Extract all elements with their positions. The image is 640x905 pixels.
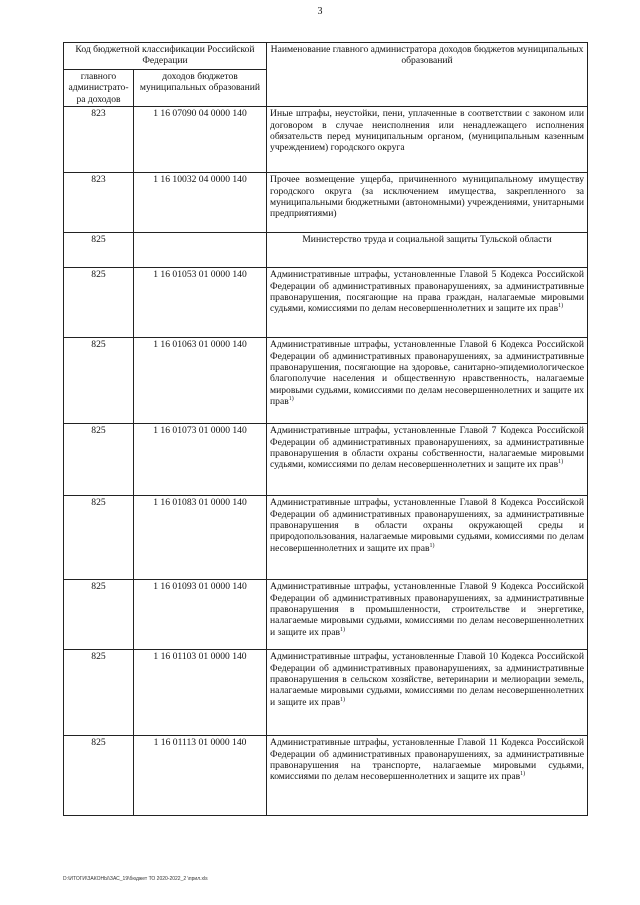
description-cell — [267, 496, 588, 580]
description-text: Министерство труда и социальной защиты Тульской области — [302, 234, 552, 246]
description-text: Административные штрафы, установленные Главой 9 Кодекса Российской Федерации об административных правонарушениях, за административные правонарушения в промышленности, строительстве и энергетике, налагаемые мировыми судьями, комиссиями по делам несовершеннолетних и защите их прав — [270, 581, 584, 638]
table-row — [64, 736, 588, 816]
income-code-cell — [134, 233, 267, 268]
admin-code-cell: 825 — [64, 338, 134, 424]
admin-code-cell: 825 — [64, 424, 134, 496]
description-cell — [267, 268, 588, 338]
description-cell — [267, 338, 588, 424]
admin-code-cell: 825 — [64, 268, 134, 338]
description-text: Иные штрафы, неустойки, пени, уплаченные в соответствии с законом или договором в случае неисполнения или ненадлежащего исполнения обязательств перед муниципальным органом, (муниципальным казенным учреждением) городского округа — [270, 108, 584, 154]
table-row — [64, 268, 588, 338]
admin-code-cell: 823 — [64, 173, 134, 233]
footnote-marker: 1) — [340, 626, 346, 633]
income-code-cell: 1 16 01103 01 0000 140 — [134, 650, 267, 736]
admin-code-cell: 825 — [64, 233, 134, 268]
description-text: Административные штрафы, установленные Главой 6 Кодекса Российской Федерации об административных правонарушениях, за административные правонарушения, посягающие на здоровье, санитарно-эпидемиологическое благополучие населения и общественную нравственность, налагаемые мировыми судьями, комиссиями по делам несовершеннолетних и защите их прав — [270, 339, 584, 408]
description-cell — [267, 650, 588, 736]
table-row — [64, 424, 588, 496]
income-code-cell: 1 16 01093 01 0000 140 — [134, 580, 267, 650]
description-cell — [267, 173, 588, 233]
table-row — [64, 107, 588, 173]
footnote-marker: 1) — [429, 542, 435, 549]
description-cell — [267, 233, 588, 268]
description-cell — [267, 424, 588, 496]
file-path-footer: D:\ИТОГИ\ЗАКОНЫ\ЗАС_19\бюджет ТО 2020-2022_2 \прил.xls — [63, 876, 208, 882]
admin-code-header: главного администрато-ра доходов — [64, 70, 134, 107]
income-code-cell: 1 16 01063 01 0000 140 — [134, 338, 267, 424]
income-code-cell: 1 16 01053 01 0000 140 — [134, 268, 267, 338]
description-text: Административные штрафы, установленные Главой 8 Кодекса Российской Федерации об административных правонарушениях, за административные правонарушения в области охраны окружающей среды и природопользования, налагаемые мировыми судьями, комиссиями по делам несовершеннолетних и защите их прав — [270, 497, 584, 554]
income-code-header: доходов бюджетов муниципальных образований — [134, 70, 267, 107]
admin-code-cell: 825 — [64, 650, 134, 736]
income-code-cell: 1 16 01073 01 0000 140 — [134, 424, 267, 496]
admin-code-cell: 825 — [64, 736, 134, 816]
admin-code-cell: 825 — [64, 496, 134, 580]
description-text: Административные штрафы, установленные Главой 5 Кодекса Российской Федерации об административных правонарушениях, за административные правонарушения, посягающие на права граждан, налагаемые мировыми судьями, комиссиями по делам несовершеннолетних и защите их прав — [270, 269, 584, 315]
table-row — [64, 173, 588, 233]
footnote-marker: 1) — [558, 303, 564, 310]
admin-code-cell: 823 — [64, 107, 134, 173]
income-code-cell: 1 16 01083 01 0000 140 — [134, 496, 267, 580]
table-row — [64, 580, 588, 650]
table-row — [64, 338, 588, 424]
table-row — [64, 650, 588, 736]
table-row — [64, 496, 588, 580]
footnote-marker: 1) — [558, 459, 564, 466]
budget-classification-table — [63, 42, 588, 816]
income-code-cell: 1 16 10032 04 0000 140 — [134, 173, 267, 233]
description-cell — [267, 107, 588, 173]
page-number: 3 — [317, 6, 323, 17]
table-header-row — [64, 43, 588, 70]
description-text: Прочее возмещение ущерба, причиненного муниципальному имуществу городского округа (за исключением имущества, закрепленного за муниципальными бюджетными (автономными) учреждениями, унитарными предприятиями) — [270, 174, 584, 220]
description-text: Административные штрафы, установленные Главой 10 Кодекса Российской Федерации об административных правонарушениях, за административные правонарушения в сельском хозяйстве, ветеринарии и мелиорации земель, налагаемые мировыми судьями, комиссиями по делам несовершеннолетних и защите их прав — [270, 651, 584, 708]
income-code-cell: 1 16 01113 01 0000 140 — [134, 736, 267, 816]
footnote-marker: 1) — [520, 771, 526, 778]
admin-code-cell: 825 — [64, 580, 134, 650]
description-text: Административные штрафы, установленные Главой 11 Кодекса Российской Федерации об административных правонарушениях, за административные правонарушения на транспорте, налагаемые мировыми судьями, комиссиями по делам несовершеннолетних и защите их прав — [270, 737, 584, 783]
income-code-cell: 1 16 07090 04 0000 140 — [134, 107, 267, 173]
table-row — [64, 233, 588, 268]
admin-name-header: Наименование главного администратора доходов бюджетов муниципальных образований — [267, 43, 588, 107]
description-cell — [267, 580, 588, 650]
description-text: Административные штрафы, установленные Главой 7 Кодекса Российской Федерации об административных правонарушениях, за административные правонарушения в области охраны собственности, налагаемые мировыми судьями, комиссиями по делам несовершеннолетних и защите их прав — [270, 425, 584, 471]
footnote-marker: 1) — [288, 396, 294, 403]
code-group-header: Код бюджетной классификации Российской Федерации — [64, 43, 267, 70]
footnote-marker: 1) — [340, 696, 346, 703]
description-cell — [267, 736, 588, 816]
